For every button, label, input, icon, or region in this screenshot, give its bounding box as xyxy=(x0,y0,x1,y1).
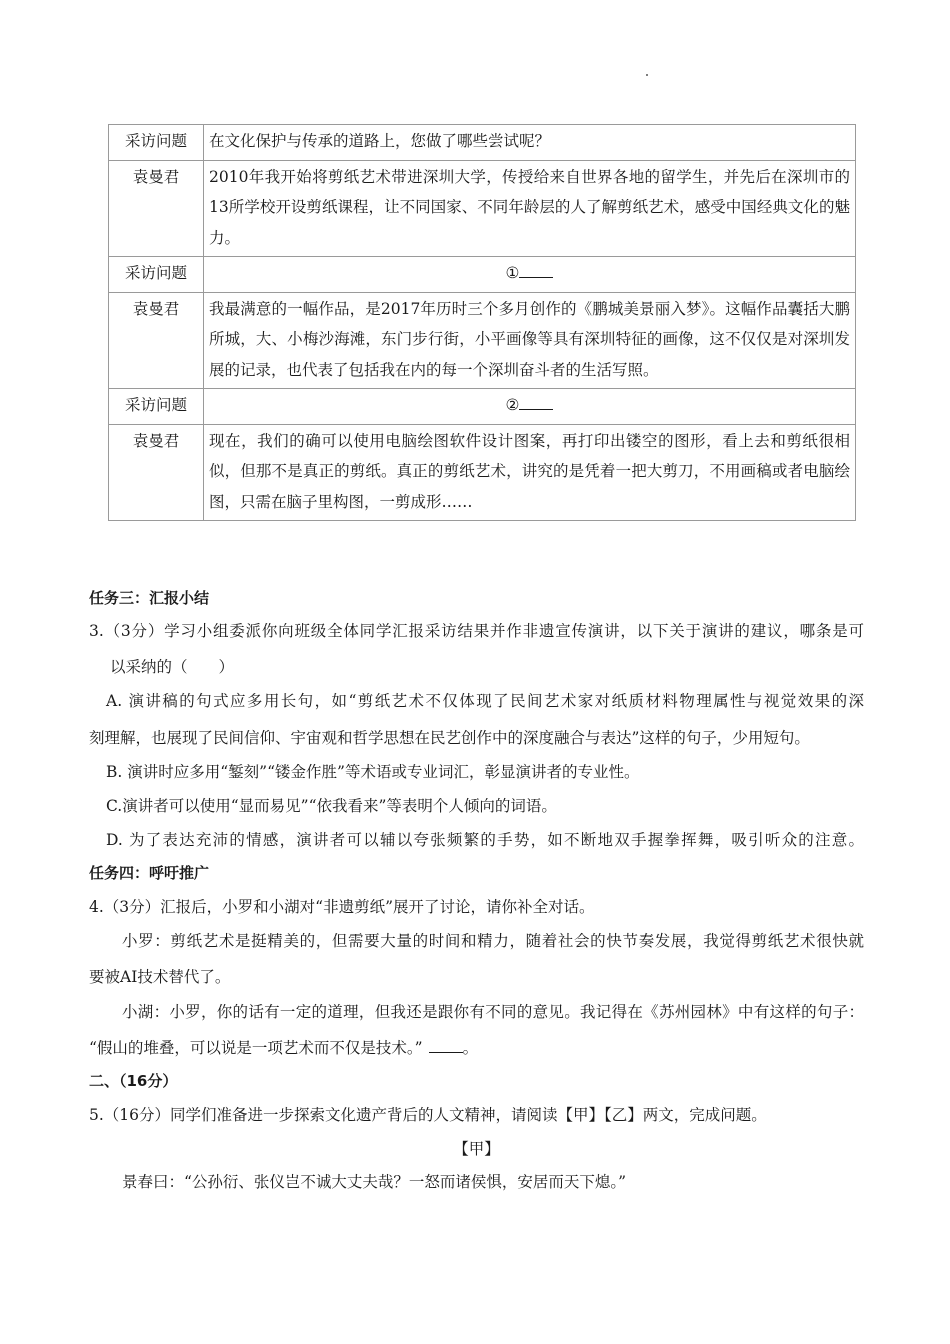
option-b: B. 演讲时应多用“錾刻”“镂金作胜”等术语或专业词汇，彰显演讲者的专业性。 xyxy=(106,763,640,781)
xiaohu-line: 小湖：小罗，你的话有一定的道理，但我还是跟你有不同的意见。我记得在《苏州园林》中有这样的句子： xyxy=(122,1003,864,1021)
row-label: 袁曼君 xyxy=(109,424,204,521)
row-text: 我最满意的一幅作品，是2017年历时三个多月创作的《鹏城美景丽入梦》。这幅作品囊括大鹏所城，大、小梅沙海滩，东门步行街，小平画像等具有深圳特征的画像，这不仅仅是对深圳发展的记录，也代表了包括我在内的每一个深圳奋斗者的生活写照。 xyxy=(204,292,856,389)
xiaoluo-line-cont: 要被AI技术替代了。 xyxy=(89,968,231,986)
answer-blank xyxy=(429,1038,463,1053)
row-blank-cell xyxy=(204,257,856,293)
row-label: 采访问题 xyxy=(109,125,204,161)
option-d: D. 为了表达充沛的情感，演讲者可以辅以夸张频繁的手势，如不断地双手握拳挥舞，吸引听众的注意。 xyxy=(106,831,864,849)
task3-heading: 任务三：汇报小结 xyxy=(89,589,210,607)
blank-number: ① xyxy=(505,264,520,282)
passage-jia-title: 【甲】 xyxy=(453,1140,500,1158)
question-4: 4.（3分）汇报后，小罗和小湖对“非遗剪纸”展开了讨论，请你补全对话。 xyxy=(89,898,595,916)
scan-dot xyxy=(646,74,648,76)
question-3: 3.（3分）学习小组委派你向班级全体同学汇报采访结果并作非遗宣传演讲，以下关于演讲的建议，哪条是可 xyxy=(89,622,864,640)
row-text: 在文化保护与传承的道路上，您做了哪些尝试呢？ xyxy=(204,125,856,161)
row-blank-cell xyxy=(204,389,856,425)
row-label: 袁曼君 xyxy=(109,292,204,389)
question-3-cont: 以采纳的（ ） xyxy=(110,658,235,676)
task4-heading: 任务四：呼吁推广 xyxy=(89,864,210,882)
option-c: C.演讲者可以使用“显而易见”“依我看来”等表明个人倾向的词语。 xyxy=(106,797,557,815)
row-label: 袁曼君 xyxy=(109,160,204,257)
row-text: 2010年我开始将剪纸艺术带进深圳大学，传授给来自世界各地的留学生，并先后在深圳市的13所学校开设剪纸课程，让不同国家、不同年龄层的人了解剪纸艺术，感受中国经典文化的魅力。 xyxy=(204,160,856,257)
quote-text: “假山的堆叠，可以说是一项艺术而不仅是技术。” xyxy=(89,1039,423,1057)
table-row xyxy=(109,160,856,257)
row-label: 采访问题 xyxy=(109,257,204,293)
question-5: 5.（16分）同学们准备进一步探索文化遗产背后的人文精神，请阅读【甲】【乙】两文，完成问题。 xyxy=(89,1106,767,1124)
end-period: 。 xyxy=(462,1039,479,1057)
table-row xyxy=(109,424,856,521)
answer-blank xyxy=(519,261,553,278)
xiaoluo-line: 小罗：剪纸艺术是挺精美的，但需要大量的时间和精力，随着社会的快节奏发展，我觉得剪纸艺术很快就 xyxy=(122,932,864,950)
row-text: 现在，我们的确可以使用电脑绘图软件设计图案，再打印出镂空的图形，看上去和剪纸很相似，但那不是真正的剪纸。真正的剪纸艺术，讲究的是凭着一把大剪刀，不用画稿或者电脑绘图，只需在脑子里构图，一剪成形…… xyxy=(204,424,856,521)
interview-table xyxy=(108,124,856,521)
table-row xyxy=(109,292,856,389)
table-row xyxy=(109,125,856,161)
table-row xyxy=(109,389,856,425)
option-a: A. 演讲稿的句式应多用长句，如“剪纸艺术不仅体现了民间艺术家对纸质材料物理属性与视觉效果的深 xyxy=(106,692,864,710)
passage-jia-line: 景春曰：“公孙衍、张仪岂不诚大丈夫哉？一怒而诸侯惧，安居而天下熄。” xyxy=(122,1173,627,1191)
answer-blank xyxy=(519,393,553,410)
xiaohu-line-cont xyxy=(89,1037,864,1059)
row-label: 采访问题 xyxy=(109,389,204,425)
blank-number: ② xyxy=(505,396,520,414)
option-a-cont: 刻理解，也展现了民间信仰、宇宙观和哲学思想在民艺创作中的深度融合与表达”这样的句子，少用短句。 xyxy=(89,729,810,747)
section-2-heading: 二、（16分） xyxy=(89,1072,178,1090)
table-row xyxy=(109,257,856,293)
